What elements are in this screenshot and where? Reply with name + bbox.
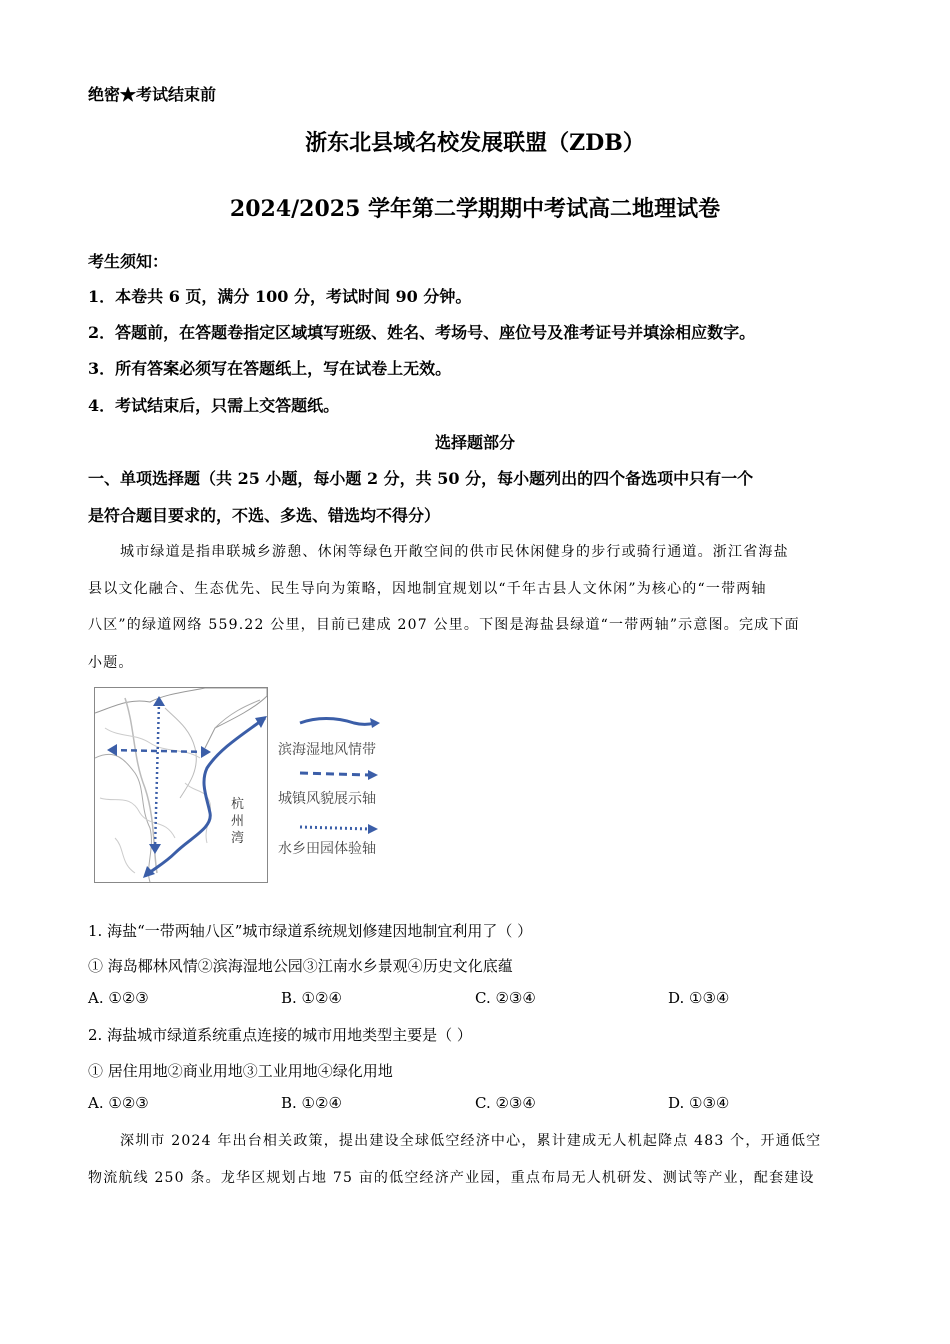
legend-dotted-arrow (368, 824, 378, 834)
passage-line: 八区”的绿道网络 559.22 公里，目前已建成 207 公里。下图是海盐县绿道“一带两轴”示意图。完成下面 (88, 617, 800, 633)
question-statements: ① 居住用地②商业用地③工业用地④绿化用地 (88, 1062, 393, 1080)
map-drawing (95, 688, 267, 882)
section-title: 选择题部分 (434, 433, 515, 452)
passage-line: 城市绿道是指串联城乡游憩、休闲等绿色开敞空间的供市民休闲健身的步行或骑行通道。浙江省海盐 (120, 544, 789, 560)
confidential-mark: 绝密★考试结束前 (88, 85, 217, 104)
passage-line: 县以文化融合、生态优先、民生导向为策略，因地制宜规划以“千年古县人文休闲”为核心的“一带两轴 (88, 581, 767, 597)
legend-label-belt: 滨海湿地风情带 (278, 742, 376, 758)
exam-title-line1: 浙东北县域名校发展联盟（ZDB） (305, 130, 645, 156)
map-legend (278, 715, 398, 865)
section-intro-line: 是符合题目要求的，不选、多选、错选均不得分） (88, 506, 441, 525)
option-d[interactable]: D. ①③④ (668, 989, 730, 1007)
option-a[interactable]: A. ①②③ (88, 1094, 149, 1112)
legend-solid-arrow (370, 718, 380, 728)
option-a[interactable]: A. ①②③ (88, 989, 149, 1007)
notice-heading: 考生须知： (88, 252, 169, 271)
question-stem: 2. 海盐城市绿道系统重点连接的城市用地类型主要是（ ） (88, 1026, 472, 1044)
passage-line: 深圳市 2024 年出台相关政策，提出建设全球低空经济中心，累计建成无人机起降点 483 个，开通低空 (120, 1133, 822, 1149)
notice-item: 1．本卷共 6 页，满分 100 分，考试时间 90 分钟。 (88, 287, 472, 306)
question-stem: 1. 海盐“一带两轴八区”城市绿道系统规划修建因地制宜利用了（ ） (88, 922, 533, 940)
legend-label-rural-axis: 水乡田园体验轴 (278, 841, 376, 857)
option-b[interactable]: B. ①②④ (281, 1094, 342, 1112)
question-statements: ① 海岛椰林风情②滨海湿地公园③江南水乡景观④历史文化底蕴 (88, 957, 513, 975)
option-c[interactable]: C. ②③④ (475, 989, 536, 1007)
legend-label-town-axis: 城镇风貌展示轴 (278, 791, 376, 807)
greenway-map (94, 687, 268, 883)
option-c[interactable]: C. ②③④ (475, 1094, 536, 1112)
legend-dashed-arrow (368, 770, 378, 780)
legend-symbols (296, 715, 386, 855)
legend-dashed-line (300, 773, 370, 775)
notice-item: 2．答题前，在答题卷指定区域填写班级、姓名、考场号、座位号及准考证号并填涂相应数字。 (88, 323, 756, 342)
passage-line: 物流航线 250 条。龙华区规划占地 75 亩的低空经济产业园，重点布局无人机研发、测试等产业，配套建设 (88, 1170, 815, 1186)
passage-line: 小题。 (88, 655, 134, 671)
legend-dotted-line (300, 827, 370, 829)
notice-item: 3．所有答案必须写在答题纸上，写在试卷上无效。 (88, 359, 452, 378)
legend-solid-line (300, 719, 374, 725)
exam-title-line2: 2024/2025 学年第二学期期中考试高二地理试卷 (229, 196, 721, 222)
option-b[interactable]: B. ①②④ (281, 989, 342, 1007)
bay-label: 杭州湾 (231, 797, 245, 846)
option-d[interactable]: D. ①③④ (668, 1094, 730, 1112)
section-intro-line: 一、单项选择题（共 25 小题，每小题 2 分，共 50 分，每小题列出的四个备选项中只有一个 (88, 469, 754, 488)
notice-item: 4．考试结束后，只需上交答题纸。 (88, 396, 340, 415)
